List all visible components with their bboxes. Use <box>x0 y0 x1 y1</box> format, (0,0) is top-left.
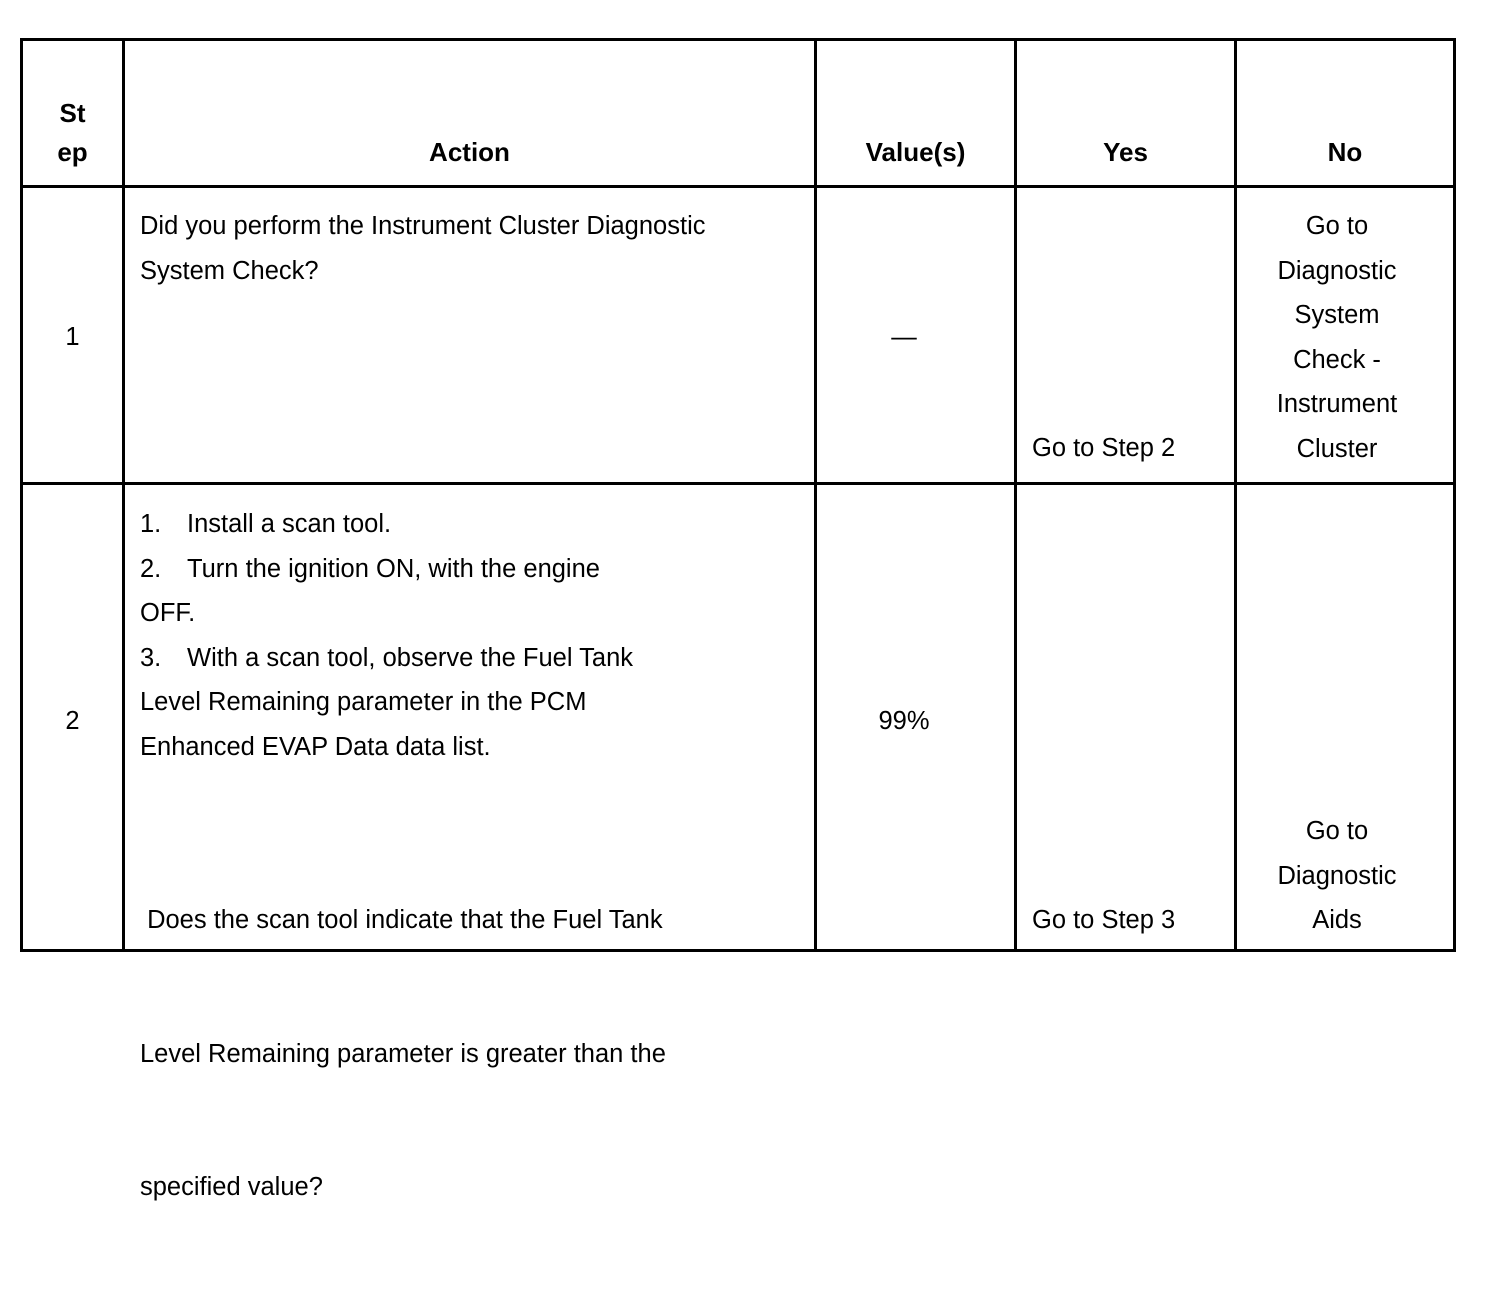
header-divider <box>23 185 1453 188</box>
list-item: Level Remaining parameter in the PCM <box>140 688 587 716</box>
row2-step: 2 <box>65 707 80 735</box>
column-divider <box>814 41 817 949</box>
row1-action: Did you perform the Instrument Cluster Diagnostic System Check? <box>140 212 706 285</box>
column-divider <box>1014 41 1017 949</box>
list-item: 2. Turn the ignition ON, with the engine <box>140 554 600 583</box>
row-divider <box>23 482 1453 485</box>
list-item: OFF. <box>140 599 196 627</box>
column-divider <box>122 41 125 949</box>
header-no: No <box>1327 137 1363 167</box>
list-item: 3. With a scan tool, observe the Fuel Tank <box>140 643 634 672</box>
header-values: Value(s) <box>865 137 966 167</box>
row2-yes: Go to Step 3 <box>1032 906 1176 934</box>
list-item: 1. Install a scan tool. <box>140 510 392 538</box>
row1-yes: Go to Step 2 <box>1032 434 1176 462</box>
list-item: Enhanced EVAP Data data list. <box>140 732 491 761</box>
row1-step: 1 <box>65 323 80 351</box>
row1-value: — <box>891 323 917 351</box>
row2-action-steps <box>140 502 633 769</box>
row2-value: 99% <box>878 707 930 735</box>
header-step: St ep <box>57 98 88 167</box>
header-yes: Yes <box>1103 137 1148 167</box>
row2-question: Does the scan tool indicate that the Fuel Tank Level Remaining parameter is greater than the specified value? <box>140 906 666 1201</box>
row2-no: Go to Diagnostic Aids <box>1277 817 1397 934</box>
header-action: Action <box>429 137 510 167</box>
diagnostic-table <box>20 38 1456 1201</box>
row1-no: Go to Diagnostic System Check - Instrument Cluster <box>1276 212 1398 463</box>
